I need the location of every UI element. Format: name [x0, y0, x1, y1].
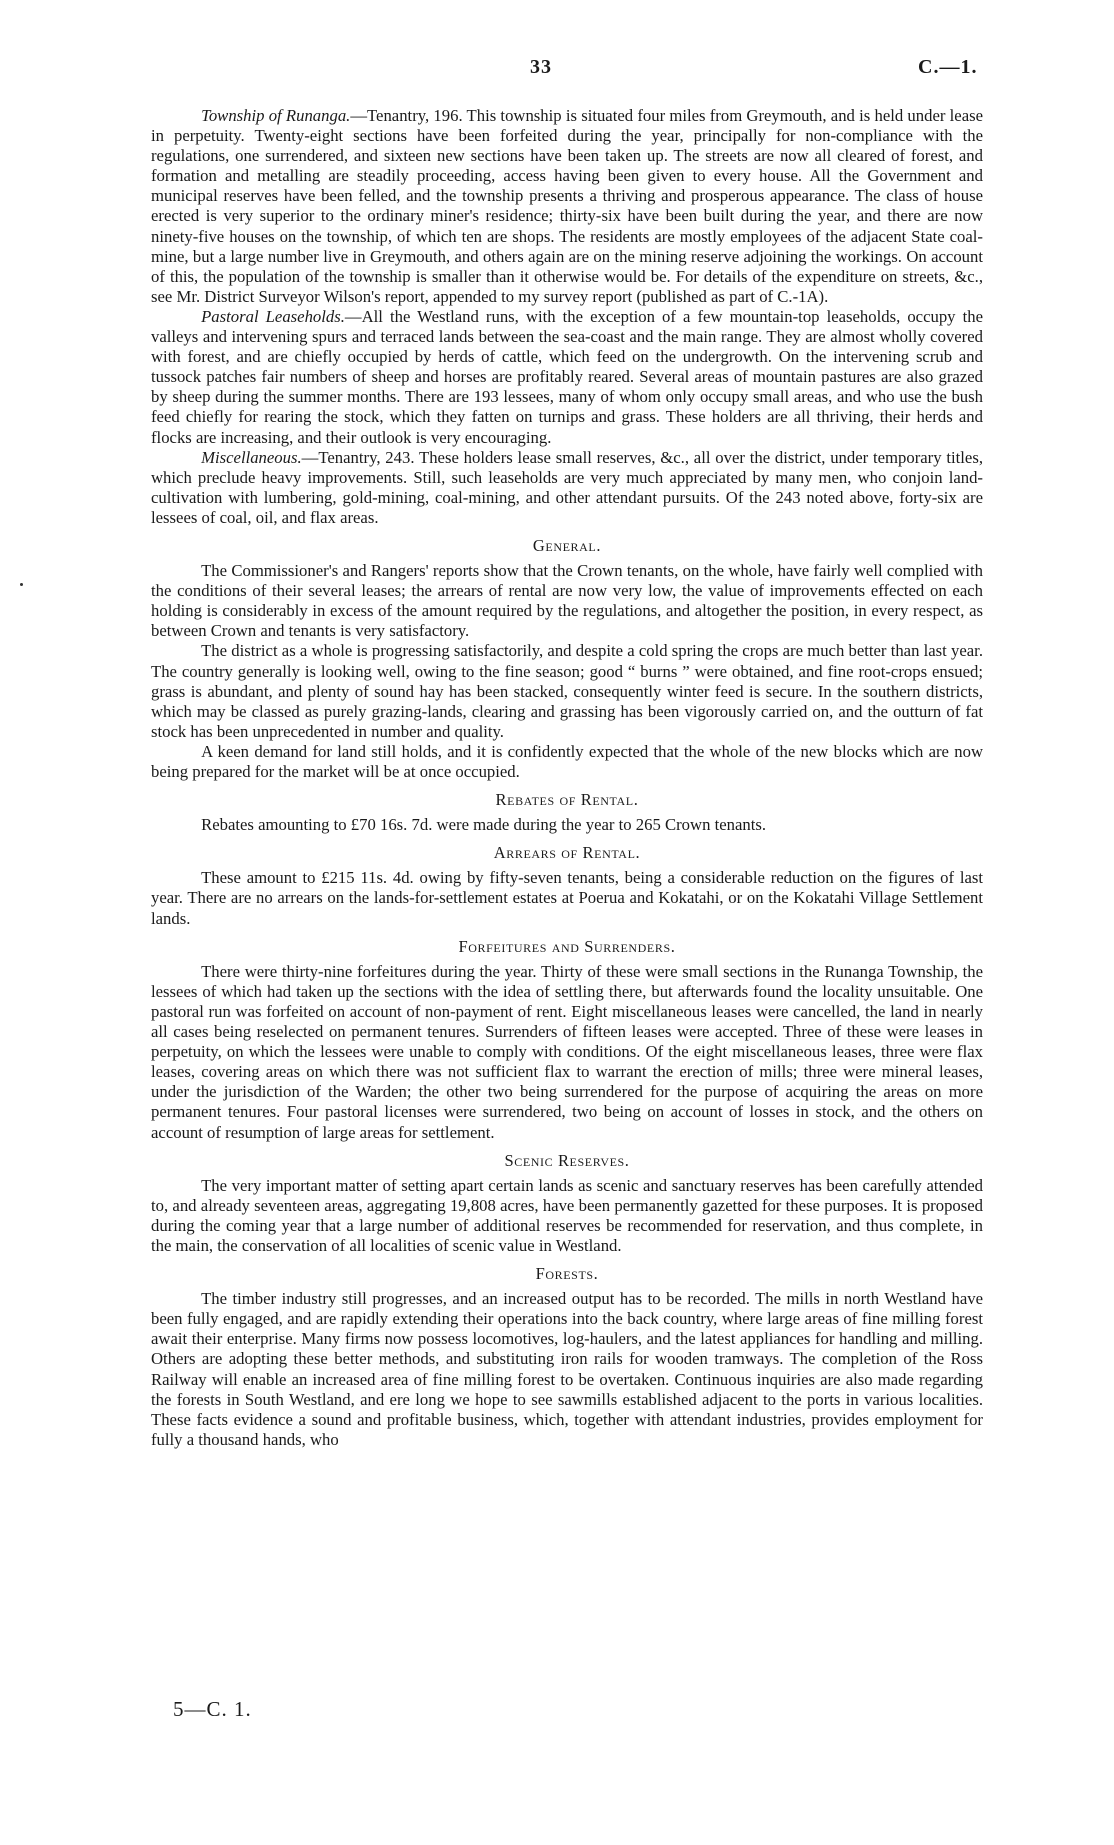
- scenic-paragraph: The very important matter of setting apart certain lands as scenic and sanctuary reserves has been carefully attended to, and already seventeen areas, aggregating 19,808 acres, have been permanently gazetted for these purposes. It is proposed during the coming year that a large number of additional reserves be recommended for reservation, and thus complete, in the main, the conservation of all localities of scenic value in Westland.: [151, 1175, 983, 1255]
- miscellaneous-paragraph: [151, 448, 983, 528]
- page-header: [0, 56, 1114, 86]
- document-body: [151, 106, 983, 1450]
- page-number: 33: [530, 56, 552, 78]
- rebates-heading: Rebates of Rental.: [495, 790, 639, 810]
- general-paragraph-1: The Commissioner's and Rangers' reports show that the Crown tenants, on the whole, have fairly well complied with the conditions of their several leases; the arrears of rental are now very low, the value of improvements effected on each holding is considerably in excess of the amount required by the regulations, and altogether the position, in every respect, as between Crown and tenants is very satisfactory.: [151, 561, 983, 641]
- miscellaneous-text: —Tenantry, 243. These holders lease small reserves, &c., all over the district, under temporary titles, which preclude heavy improvements. Still, such leaseholds are very much appreciated by many men, who conjoin land-cultivation with lumbering, gold-mining, coal-mining, and other attendant pursuits. Of the 243 noted above, forty-six are lessees of coal, oil, and flax areas.: [151, 447, 983, 527]
- margin-dot: [20, 583, 23, 586]
- forests-heading: Forests.: [535, 1264, 599, 1284]
- scenic-heading: Scenic Reserves.: [504, 1150, 630, 1170]
- general-heading: General.: [532, 535, 602, 555]
- general-paragraph-3: A keen demand for land still holds, and it is confidently expected that the whole of the new blocks which are now being prepared for the market will be at once occupied.: [151, 741, 983, 781]
- pastoral-lead: Pastoral Leaseholds.: [201, 306, 345, 326]
- arrears-paragraph: These amount to £215 11s. 4d. owing by fifty-seven tenants, being a considerable reduction on the figures of last year. There are no arrears on the lands-for-settlement estates at Poerua and Kokatahi, or on the Kokatahi Village Settlement lands.: [151, 868, 983, 928]
- township-lead: Township of Runanga.: [201, 106, 351, 125]
- forfeitures-heading: Forfeitures and Surrenders.: [458, 936, 676, 956]
- arrears-heading: Arrears of Rental.: [493, 843, 641, 863]
- forests-paragraph: The timber industry still progresses, and an increased output has to be recorded. The mills in north Westland have been fully engaged, and are rapidly extending their operations into the back country, where large areas of fine milling forest await their enterprise. Many firms now possess locomotives, log-haulers, and the latest appliances for handling and milling. Others are adopting these better methods, and substituting iron rails for wooden tramways. The completion of the Ross Railway will enable an increased area of fine milling forest to be overtaken. Continuous inquiries are also made regarding the forests in South Westland, and ere long we hope to see sawmills established adjacent to the ports in various localities. These facts evidence a sound and profitable business, which, together with attendant industries, provides employment for fully a thousand hands, who: [151, 1289, 983, 1449]
- general-paragraph-2: The district as a whole is progressing satisfactorily, and despite a cold spring the crops are much better than last year. The country generally is looking well, owing to the fine season; good “ burns ” were obtained, and fine root-crops ensued; grass is abundant, and plenty of sound hay has been stacked, consequently winter feed is secure. In the southern districts, which may be classed as purely grazing-lands, clearing and grassing has been vigorously carried on, and the outturn of fat stock has been unprecedented in number and quality.: [151, 641, 983, 741]
- miscellaneous-lead: Miscellaneous.: [201, 447, 302, 467]
- forfeitures-paragraph: There were thirty-nine forfeitures during the year. Thirty of these were small sections in the Runanga Township, the lessees of which had taken up the sections with the idea of settling there, but afterwards found the locality unsuitable. One pastoral run was forfeited on account of non-payment of rent. Eight miscellaneous leases were cancelled, the land in nearly all cases being reselected on permanent tenures. Surrenders of fifteen leases were accepted. Three of these were leases in perpetuity, on which the lessees were unable to comply with conditions. Of the eight miscellaneous leases, three were flax leases, covering areas on which there was not sufficient flax to warrant the erection of mills; three were mineral leases, under the jurisdiction of the Warden; the other two being surrendered for the purpose of acquiring the areas on more permanent tenures. Four pastoral licenses were surrendered, two being on account of losses in stock, and the others on account of resumption of large areas for settlement.: [151, 961, 983, 1142]
- township-paragraph: [151, 106, 983, 307]
- pastoral-paragraph: [151, 307, 983, 448]
- rebates-paragraph: Rebates amounting to £70 16s. 7d. were made during the year to 265 Crown tenants.: [201, 815, 767, 835]
- pastoral-text: —All the Westland runs, with the exception of a few mountain-top leaseholds, occupy the valleys and intervening spurs and terraced lands between the sea-coast and the main range. They are almost wholly covered with forest, and are chiefly occupied by herds of cattle, which feed on the undergrowth. On the intervening scrub and tussock patches fair numbers of sheep and horses are profitably reared. Several areas of mountain pastures are also grazed by sheep during the summer months. There are 193 lessees, many of whom only occupy small areas, and who use the bush feed chiefly for rearing the stock, which they fatten on turnips and grass. These holders are all thriving, their herds and flocks are increasing, and their outlook is very encouraging.: [151, 306, 983, 447]
- document-reference: C.—1.: [918, 56, 978, 78]
- township-text: —Tenantry, 196. This township is situated four miles from Greymouth, and is held under lease in perpetuity. Twenty-eight sections have been forfeited during the year, principally for non-compliance with the regulations, one surrendered, and sixteen new sections have been taken up. The streets are now all cleared of forest, and formation and metalling are steadily proceeding, access having been given to every house. All the Government and municipal reserves have been felled, and the township presents a thriving and prosperous appearance. The class of house erected is very superior to the ordinary miner's residence; thirty-six have been built during the year, and there are now ninety-five houses on the township, of which ten are shops. The residents are mostly employees of the adjacent State coal-mine, but a large number live in Greymouth, and others again are on the mining reserve adjoining the workings. On account of this, the population of the township is smaller than it otherwise would be. For details of the expenditure on streets, &c., see Mr. District Surveyor Wilson's report, appended to my survey report (published as part of C.-1A).: [151, 106, 983, 306]
- page-footer-signature: 5—C. 1.: [173, 1697, 252, 1721]
